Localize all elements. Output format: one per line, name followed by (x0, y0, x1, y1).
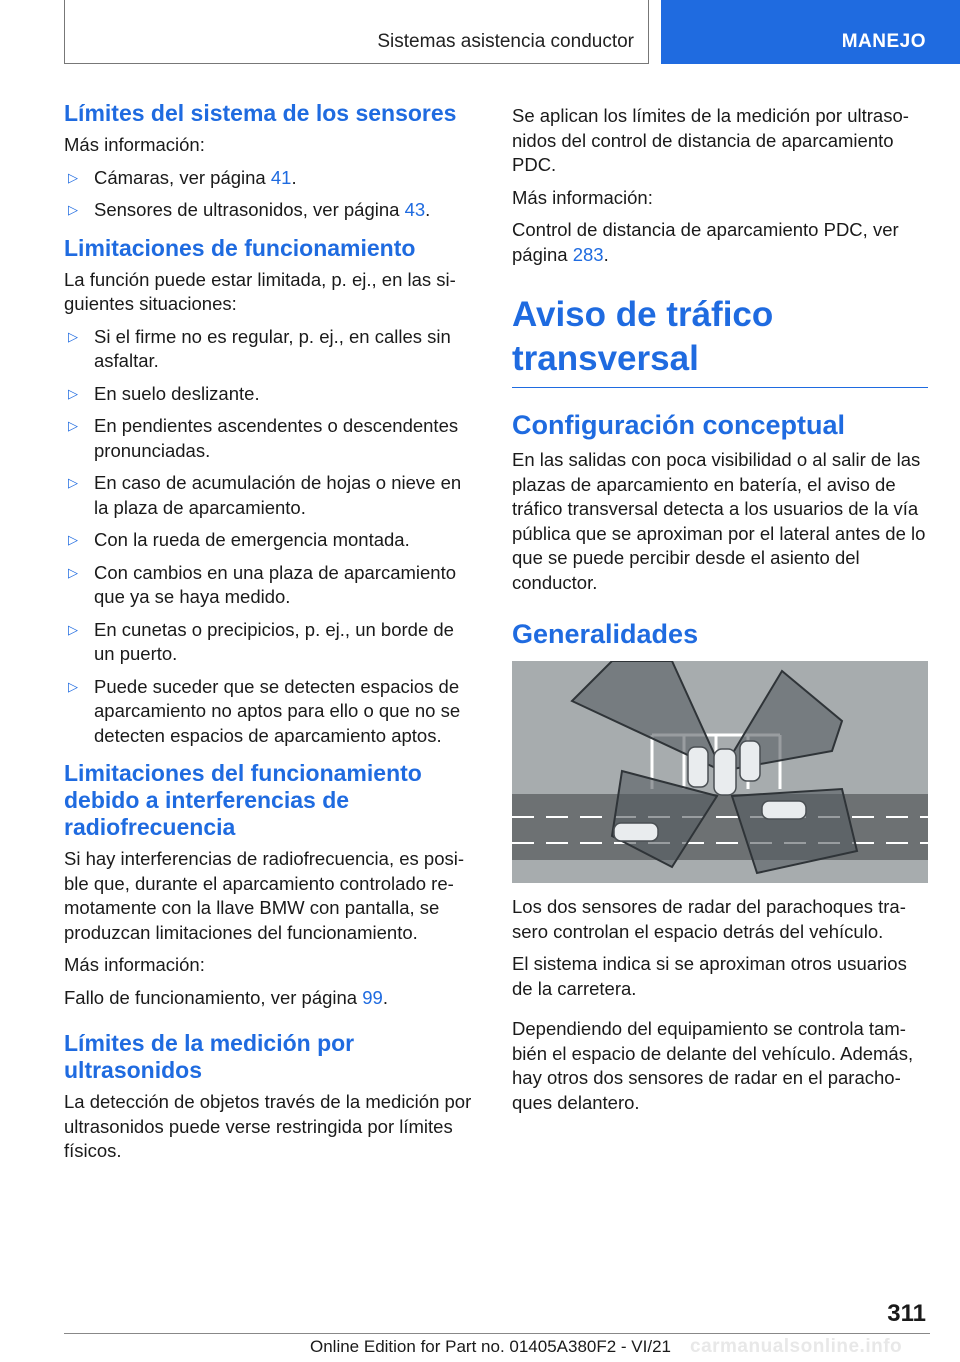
triangle-bullet-icon: ▷ (68, 621, 78, 637)
list-item: ▷ En suelo deslizante. (64, 382, 474, 407)
heading-ultrasonic-limits: Límites de la medición por ultrasonidos (64, 1030, 355, 1083)
heading-sensor-limits: Límites del sistema de los sensores (64, 100, 457, 126)
heading-rf-interference: Limitaciones del funcionamiento debido a interferencias de radiofrecuencia (64, 760, 422, 840)
cross-traffic-illustration (512, 661, 928, 883)
paragraph-ultrasonic-limits: La detección de objetos través de la medición por ultrasonidos puede verse restringida por límites físicos. (64, 1091, 472, 1161)
triangle-bullet-icon: ▷ (68, 418, 78, 433)
list-item: ▷ En cunetas o precipicios, p. ej., un borde de un puerto. (68, 618, 454, 664)
header-chapter-label: MANEJO (841, 31, 926, 52)
ego-car (714, 749, 736, 795)
parked-car (688, 747, 708, 787)
left-column (64, 100, 474, 1172)
page-number: 311 (887, 1300, 926, 1327)
triangle-bullet-icon: ▷ (68, 678, 78, 694)
approaching-car (762, 801, 806, 819)
triangle-bullet-icon: ▷ (68, 385, 78, 401)
triangle-bullet-icon: ▷ (68, 475, 78, 490)
list-item: ▷ Puede suceder que se detecten espacios de aparcamiento no aptos para ello o que no se detecten espacios de aparcamiento aptos. (68, 675, 461, 746)
paragraph-ultrasonic-pdc: Se aplican los límites de la medición por ultrasonidos del control de distancia de aparcamiento PDC. (512, 105, 909, 175)
chapter-title-cross-traffic: Aviso de tráfico transversal (512, 293, 928, 388)
heading-general: Generalidades (512, 619, 699, 649)
list-item: ▷ En caso de acumulación de hojas o nieve en la plaza de aparcamiento. (68, 472, 462, 518)
paragraph-rear-radar: Los dos sensores de radar del parachoques trasero controlan el espacio detrás del vehículo. (512, 896, 906, 942)
page-link-99[interactable]: 99 (362, 986, 383, 1008)
triangle-bullet-icon: ▷ (68, 328, 78, 344)
paragraph-concept: En las salidas con poca visibilidad o al salir de las plazas de aparcamiento en batería, el aviso de tráfico transversal detecta a los usuarios de la vía pública que se aproximan por el lateral antes de lo que se puede percibir desde el asiento del conductor. (512, 449, 926, 593)
paragraph-more-info: Más información: (512, 186, 653, 208)
header-chapter-tab[interactable] (661, 0, 960, 64)
triangle-bullet-icon: ▷ (68, 564, 78, 580)
paragraph-system-indicates: El sistema indica si se aproximan otros usuarios de la carretera. (512, 953, 907, 999)
paragraph-rf-interference: Si hay interferencias de radiofrecuencia, es posible que, durante el aparcamiento controlado remotamente con la llave BMW con pantalla, se produzcan limitaciones del funcionamiento. (64, 848, 465, 943)
paragraph-pdc-ref: Control de distancia de aparcamiento PDC, ver página 283. (512, 219, 899, 265)
parked-car (740, 741, 760, 781)
list-sensor-refs (64, 166, 474, 223)
paragraph-front-radar: Dependiendo del equipamiento se controla también el espacio de delante del vehículo. Además, hay otros dos sensores de radar en el parachoques delantero. (512, 1018, 914, 1113)
paragraph-limitations-intro: La función puede estar limitada, p. ej., en las siguientes situaciones: (64, 268, 456, 314)
list-item: ▷ Con cambios en una plaza de aparcamiento que ya se haya medido. (68, 561, 457, 607)
header-section-title: Sistemas asistencia conductor (377, 31, 634, 52)
list-item: ▷ En pendientes ascendentes o descendentes pronunciadas. (68, 415, 459, 461)
road-surface (512, 794, 928, 860)
triangle-bullet-icon: ▷ (68, 532, 78, 547)
footer-divider (64, 1333, 930, 1334)
heading-function-limitations: Limitaciones de funcionamiento (64, 234, 416, 261)
page-link-43[interactable]: 43 (404, 199, 426, 220)
page-link-41[interactable]: 41 (270, 166, 292, 188)
paragraph-malfunction-ref: Fallo de funcionamiento, ver página 99. (64, 986, 388, 1008)
footer-watermark: carmanualsonline.info (690, 1336, 903, 1357)
footer-edition: Online Edition for Part no. 01405A380F2 - VI/21 (310, 1337, 672, 1356)
list-item: ▷ Sensores de ultrasonidos, ver página 43. (64, 198, 474, 223)
page-link-283[interactable]: 283 (572, 243, 604, 265)
right-column (512, 104, 928, 1123)
triangle-bullet-icon: ▷ (68, 202, 78, 217)
list-limitations (64, 325, 474, 749)
header-section-box (64, 0, 649, 64)
list-item: ▷ Si el firme no es regular, p. ej., en calles sin asfaltar. (68, 325, 451, 371)
paragraph-more-info: Más información: (64, 954, 205, 975)
triangle-bullet-icon: ▷ (68, 169, 78, 185)
list-item: ▷ Cámaras, ver página 41. (64, 166, 474, 191)
list-item: ▷ Con la rueda de emergencia montada. (64, 528, 474, 553)
heading-concept: Configuración conceptual (512, 410, 846, 440)
approaching-car (614, 823, 658, 841)
paragraph-more-info: Más información: (64, 134, 205, 155)
